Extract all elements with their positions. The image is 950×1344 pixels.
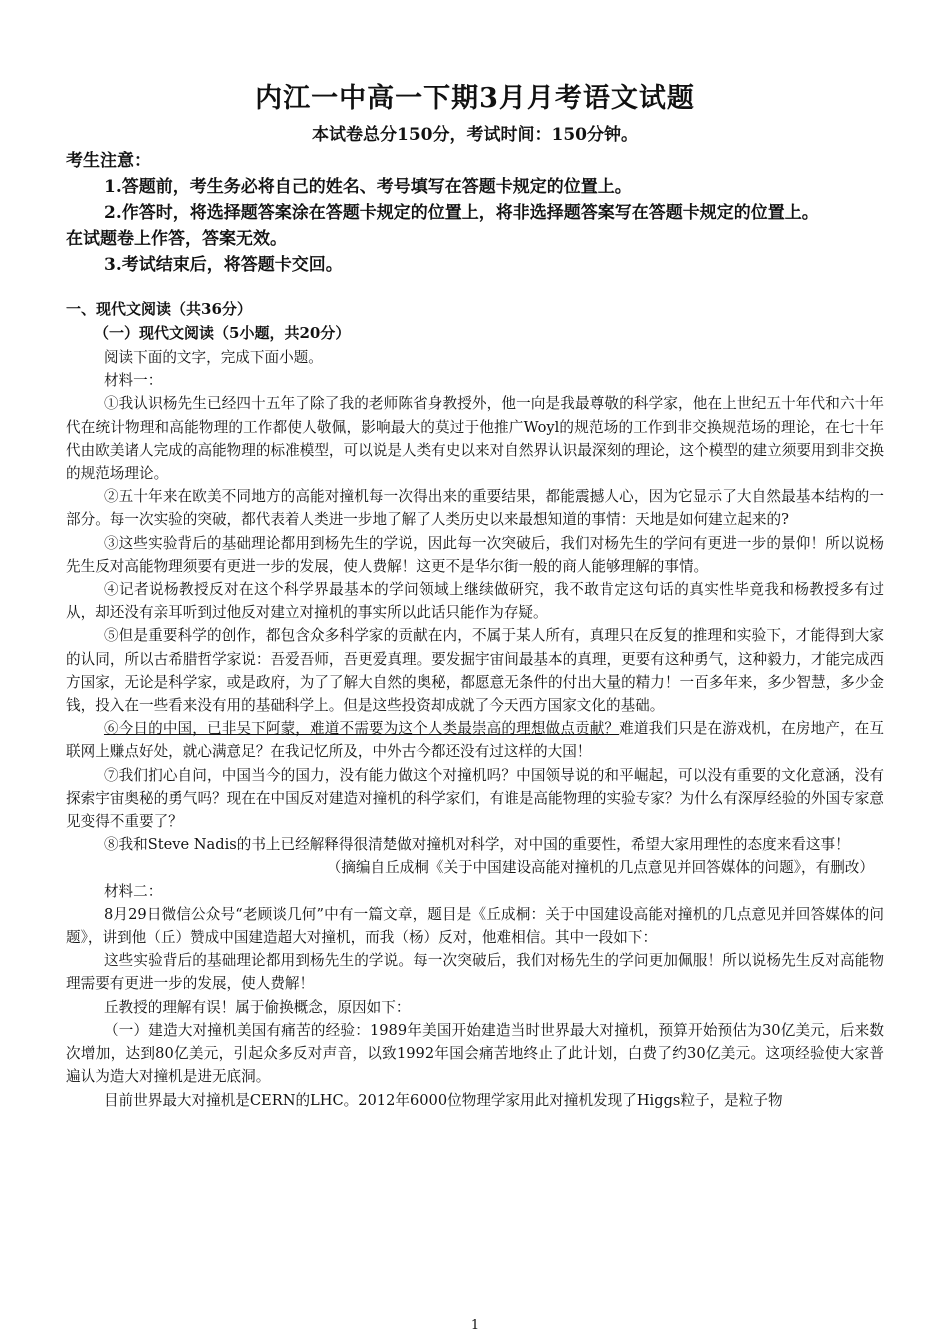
material-label: 材料一： (103, 372, 163, 390)
paragraph-4: ④记者说杨教授反对在这个科学界最基本的学问领域上继续做研究，我不敢肯定这句话的真实性毕竟我和杨教授多有过从，却还没有亲耳听到过他反对建立对撞机的事实所以此话只能作为存疑。 (66, 581, 884, 622)
page-number: 1 (470, 1318, 480, 1333)
paragraph-3: ③这些实验背后的基础理论都用到杨先生的学说，因此每一次突破后，我们对杨先生的学问有更进一步的景仰！所以说杨先生反对高能物理须要有更进一步的发展，使人费解！这更不是华尔街一般的商人能够理解的事情。 (66, 534, 884, 575)
notice-item-2: 2.作答时，将选择题答案涂在答题卡规定的位置上，将非选择题答案写在答题卡规定的位置上。 (104, 203, 819, 223)
reading-passage (66, 346, 884, 1112)
paragraph-6 (66, 717, 884, 763)
underlined-sentence: ⑥今日的中国，已非吴下阿蒙，难道不需要为这个人类最崇高的理想做点贡献？ (103, 720, 620, 738)
paragraph-6-rest: 难道我们只是在游戏机，在房地产，在互联网上赚点好处，就心满意足？在我记忆所及，中外古今都还没有过这样的大国！ (66, 720, 884, 761)
notice-item-3: 3.考试结束后，将答题卡交回。 (104, 255, 343, 275)
paragraph-5: ⑤但是重要科学的创作，都包含众多科学家的贡献在内，不属于某人所有，真理只在反复的推理和实验下，才能得到大家的认同，所以古希腊哲学家说：吾爱吾师，吾更爱真理。要发掘宇宙间最基本的真理，更要有这种勇气，这种毅力，才能完成西方国家，无论是科学家，或是政府，为了了解大自然的奥秘，都愿意无条件的付出大量的精力！一百多年来，多少智慧，多少金钱，投入在一些看来没有用的基础科学上。但是这些投资却成就了今天西方国家文化的基础。 (66, 627, 884, 715)
exam-title: 内江一中高一下期3月月考语文试题 (255, 83, 695, 114)
material2-paragraph-5: 目前世界最大对撞机是CERN的LHC。2012年6000位物理学家用此对撞机发现了Higgs粒子，是粒子物 (103, 1091, 783, 1109)
candidate-notice (66, 148, 896, 278)
material2-paragraph-1: 8月29日微信公众号“老顾谈几何”中有一篇文章，题目是《丘成桐：关于中国建设高能对撞机的几点意见并回答媒体的问题》，讲到他（丘）赞成中国建造超大对撞机，而我（杨）反对，他难相信。其中一段如下： (66, 905, 884, 947)
material-label-2: 材料二： (103, 882, 163, 900)
notice-item-2-cont: 在试题卷上作答，答案无效。 (66, 229, 287, 249)
source-citation: （摘编自丘成桐《关于中国建设高能对撞机的几点意见并回答媒体的问题》，有删改） (326, 859, 874, 877)
notice-label: 考生注意： (66, 151, 151, 171)
paragraph-7: ⑦我们扪心自问，中国当今的国力，没有能力做这个对撞机吗？中国领导说的和平崛起，可以没有重要的文化意涵，没有探索宇宙奥秘的勇气吗？现在在中国反对建造对撞机的科学家们，有谁是高能物理的实验专家？为什么有深厚经验的外国专家意见变得不重要了？ (66, 766, 884, 831)
paragraph-1: ①我认识杨先生已经四十五年了除了我的老师陈省身教授外，他一向是我最尊敬的科学家，他在上世纪五十年代和六十年代在统计物理和高能物理的工作都使人敬佩，影响最大的莫过于他推广Woyl的规范场的工作到非交换规范场的理论，在七十年代由欧美诸人完成的高能物理的标准模型，可以说是人类有史以来对自然界认识最深刻的理论，这个模型的建立须要用到非交换的规范场理论。 (66, 395, 884, 483)
subsection-heading: （一）现代文阅读（5小题，共20分） (94, 324, 351, 342)
material2-paragraph-2: 这些实验背后的基础理论都用到杨先生的学说。每一次突破后，我们对杨先生的学问更加佩服！所以说杨先生反对高能物理需要有更进一步的发展，使人费解！ (66, 952, 884, 993)
notice-item-1: 1.答题前，考生务必将自己的姓名、考号填写在答题卡规定的位置上。 (104, 177, 632, 197)
paragraph-8: ⑧我和Steve Nadis的书上已经解释得很清楚做对撞机对科学，对中国的重要性，希望大家用理性的态度来看这事！ (103, 836, 850, 854)
section-heading: 一、现代文阅读（共36分） (66, 300, 252, 318)
instruction: 阅读下面的文字，完成下面小题。 (103, 349, 323, 366)
paragraph-2: ②五十年来在欧美不同地方的高能对撞机每一次得出来的重要结果，都能震撼人心，因为它显示了大自然最基本结构的一部分。每一次实验的突破，都代表着人类进一步地了解了人类历史以来最想知道的事情：天地是如何建立起来的? (66, 488, 884, 529)
exam-subtitle: 本试卷总分150分，考试时间：150分钟。 (312, 125, 638, 145)
material2-paragraph-3: 丘教授的理解有误！属于偷换概念，原因如下： (103, 998, 411, 1016)
material2-paragraph-4: （一）建造大对撞机美国有痛苦的经验：1989年美国开始建造当时世界最大对撞机，预算开始预估为30亿美元，后来数次增加，达到80亿美元，引起众多反对声音，以致1992年国会痛苦地终止了此计划，白费了约30亿美元。这项经验使大家普遍认为造大对撞机是进无底洞。 (66, 1021, 884, 1086)
